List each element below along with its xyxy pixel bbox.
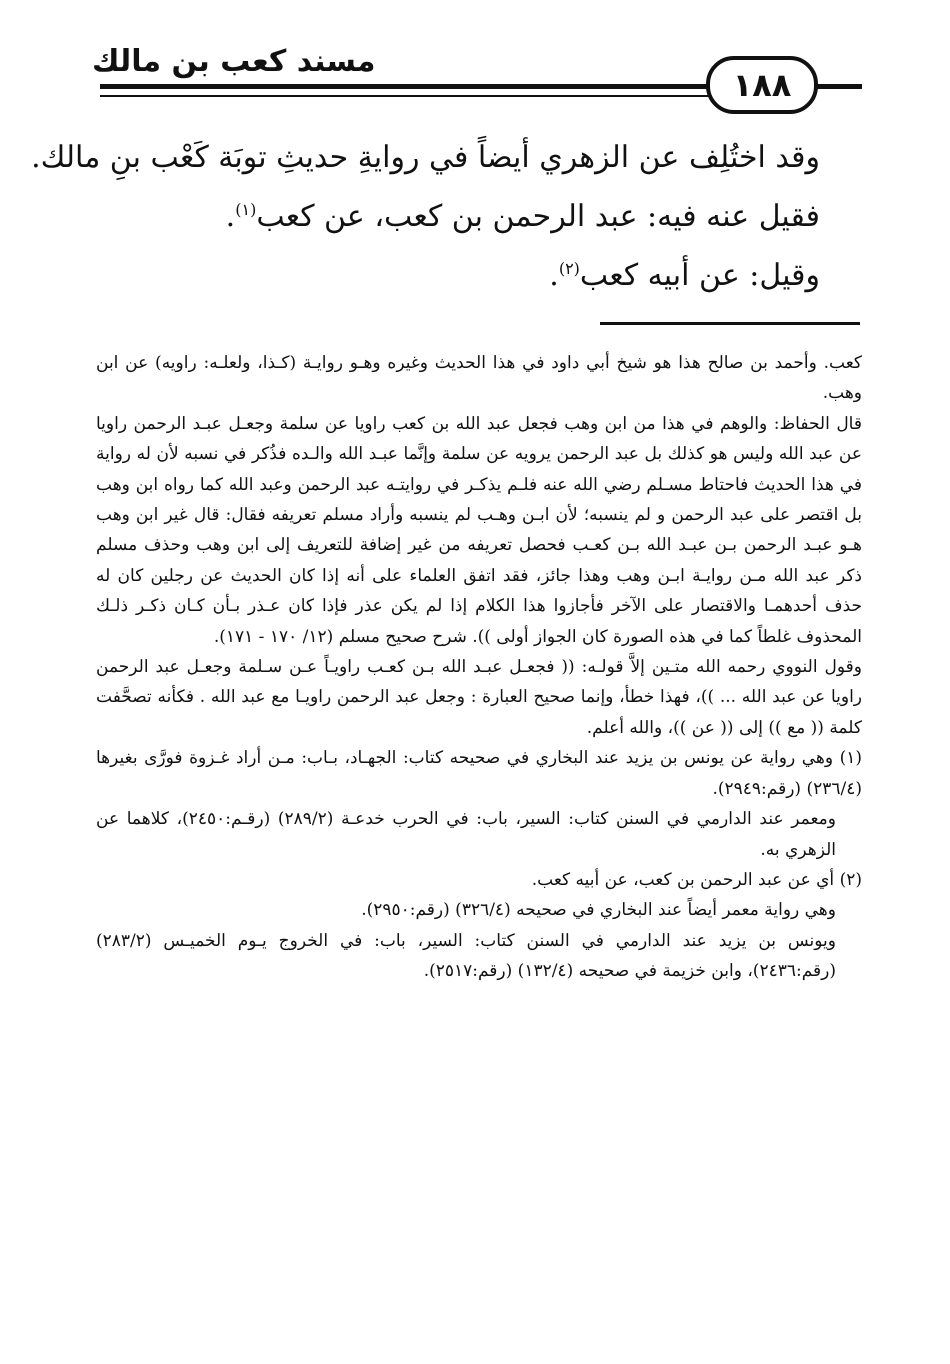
footnotes-area (96, 348, 862, 987)
header-rule-thin (100, 95, 808, 97)
footnote-separator (600, 322, 860, 325)
footnote-1-marker: (١) (839, 748, 863, 769)
book-title: مسند كعب بن مالك (92, 44, 376, 79)
header-rule-right (812, 84, 862, 89)
footnote-2 (96, 865, 862, 895)
footnote-ref-2[interactable]: (٢) (558, 259, 580, 278)
header-rule-thick (100, 84, 808, 89)
footnote-1 (96, 743, 862, 804)
page-number: ١٨٨ (706, 56, 818, 114)
footnote-1-continuation: ومعمر عند الدارمي في السنن كتاب: السير، باب: في الحرب خدعـة (٢٨٩/٢) (رقـم:٢٤٥٠)، كلاهما عن الزهري به. (96, 809, 836, 860)
commentary-para-1: كعب. وأحمد بن صالح هذا هو شيخ أبي داود في هذا الحديث وغيره وهـو روايـة (كـذا، ولعلـه: راويه) عن ابن وهب. (96, 353, 862, 404)
main-line-3-text: وقيل: عن أبيه كعب (579, 258, 820, 293)
footnote-2-continuation-1: وهي رواية معمر أيضاً عند البخاري في صحيحه (٣٢٦/٤) (رقم:٢٩٥٠). (361, 900, 836, 921)
footnote-2-continuation-2: ويونس بن يزيد عند الدارمي في السنن كتاب: السير، باب: في الخروج يـوم الخميـس (٢٨٣/٢) (رقم:٢٤٣٦)، وابن خزيمة في صحيحه (١٣٢/٤) (رقم:٢٥١٧). (96, 930, 836, 982)
main-line-2-text: فقيل عنه فيه: عبد الرحمن بن كعب، عن كعب (256, 199, 820, 234)
footnote-2-text: أي عن عبد الرحمن بن كعب، عن أبيه كعب. (531, 869, 835, 890)
commentary-para-3: وقول النووي رحمه الله متـين إلاَّ قولـه: (( فجعـل عبـد الله بـن كعـب راويـاً عـن سـلمة وجعـل عبد الرحمن راويا عن عبد الله ... ))، فهذا خطأ، وإنما صحيح العبارة : وجعل عبد الرحمن راويـا مع عبد الله . فكأنه تصحَّفت كلمة (( مع )) إلى (( عن ))، والله أعلم. (96, 657, 862, 738)
main-line-1: وقد اختُلِف عن الزهري أيضاً في روايةِ حديثِ توبَة كَعْب بنِ مالك. (31, 140, 820, 175)
footnote-1-text: وهي رواية عن يونس بن يزيد عند البخاري في صحيحه كتاب: الجهـاد، بـاب: مـن أراد غـزوة فورَّى بغيرها (٢٣٦/٤) (رقم:٢٩٤٩). (96, 748, 862, 799)
main-text (31, 128, 820, 305)
page-header (0, 0, 950, 120)
commentary-para-2: قال الحفاظ: والوهم في هذا من ابن وهب فجعل عبد الله بن كعب راويا عن سلمة وجعـل عبـد الرحمن راويا عن عبد الله وليس هو كذلك بل عبد الرحمن يرويه عن سلمة وإنَّما عبـد الله والـده فذُكر في نسبه لأن له رواية في هذا الحديث فاحتاط مسـلم رضي الله عنه فلـم يذكـر في روايتـه عبد الرحمن وعبد الله كما رواه ابن وهب بل اقتصر على عبد الرحمن و لم ينسبه؛ لأن ابـن وهـب لم ينسبه وأراد مسلم تعريفه فقال: قال غير ابن وهب هـو عبـد الرحمن بـن عبـد الله بـن كعـب فحصل تعريفه من غير إضافة للتعريف إلى ابن وهب وحذف مسلم ذكر عبد الله مـن روايـة ابـن وهب وهذا جائز، فقد اتفق العلماء على أنه إذا كان الحديث عن رجلين كان له حذف أحدهمـا والاقتصار على الآخر فأجازوا هذا الكلام إذا لم يكن عذر فإذا كان عـذر بـأن كـان ذكـر ذلـك المحذوف غلطاً كما في هذه الصورة كان الجواز أولى )). شرح صحيح مسلم (١٢/ ١٧٠ - ١٧١). (96, 413, 862, 647)
footnote-2-marker: (٢) (839, 869, 862, 890)
main-line-3: وقيل: عن أبيه كعب$^{(٢)}$. (549, 258, 820, 293)
main-line-2: فقيل عنه فيه: عبد الرحمن بن كعب، عن كعب$^{(١)}$. (225, 199, 820, 234)
footnote-ref-1[interactable]: (١) (235, 200, 257, 219)
